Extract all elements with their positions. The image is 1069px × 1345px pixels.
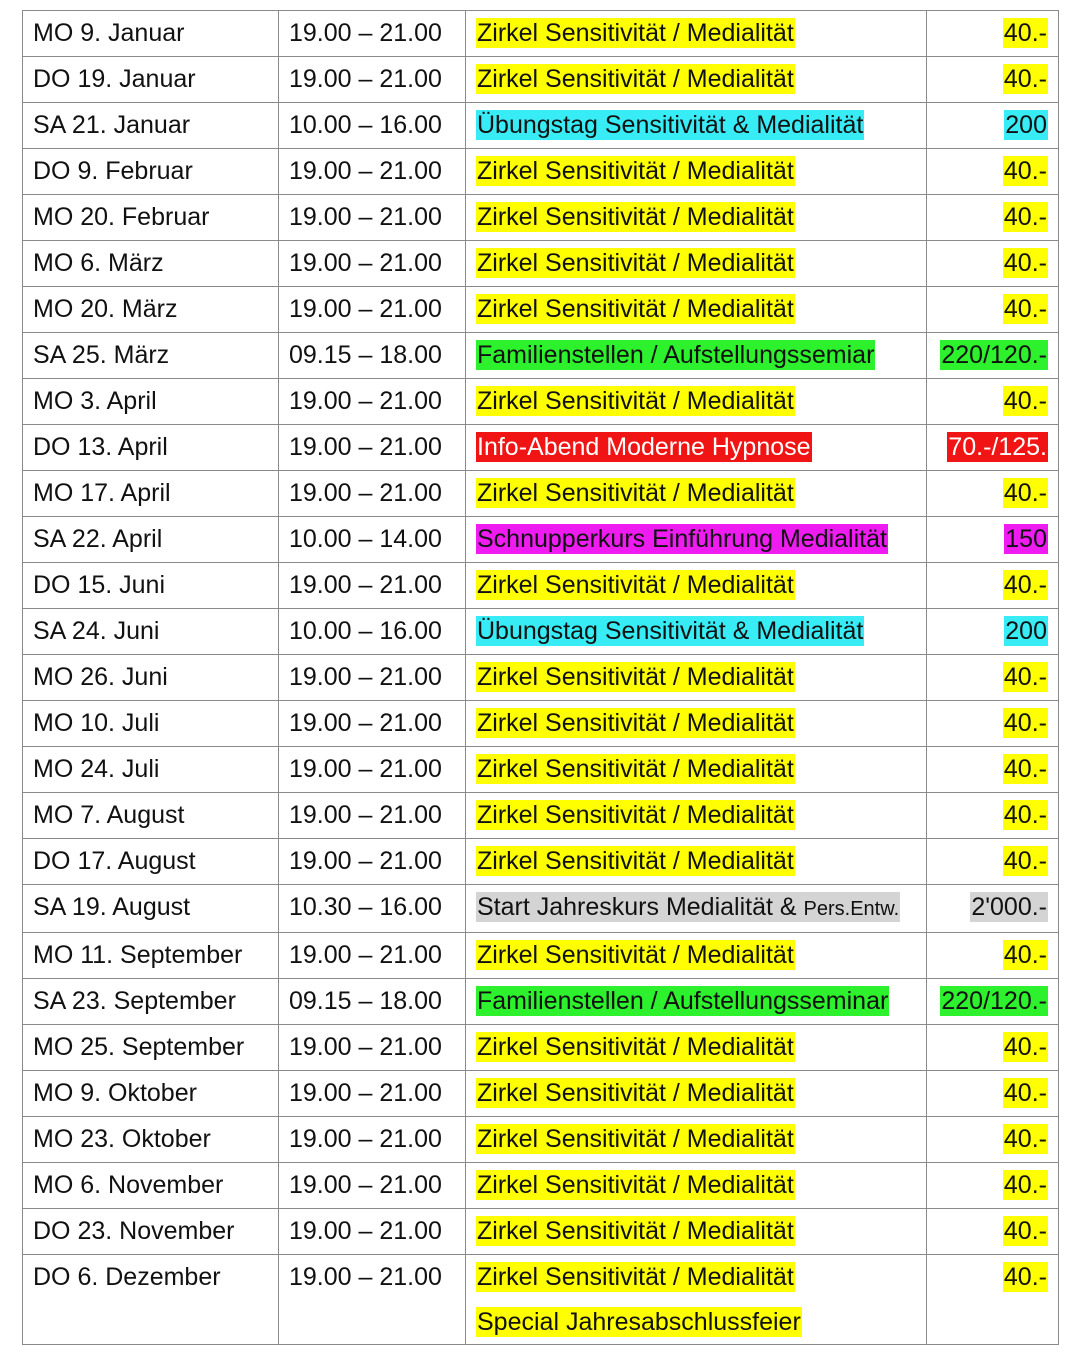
price-value: 40.- <box>1003 249 1047 277</box>
event-title-text: Zirkel Sensitivität / Medialität <box>477 801 794 829</box>
date-cell: MO 24. Juli <box>23 747 279 793</box>
time-cell: 19.00 – 21.00 <box>279 655 466 701</box>
table-row <box>23 839 1059 885</box>
event-title <box>476 846 795 876</box>
time-cell: 10.00 – 14.00 <box>279 517 466 563</box>
table-row <box>23 979 1059 1025</box>
table-row <box>23 425 1059 471</box>
time-cell: 19.00 – 21.00 <box>279 195 466 241</box>
price-value: 40.- <box>1003 157 1047 185</box>
event-cell <box>466 747 927 793</box>
date-cell: DO 9. Februar <box>23 149 279 195</box>
event-cell <box>466 57 927 103</box>
time-cell: 19.00 – 21.00 <box>279 933 466 979</box>
price-value: 40.- <box>1003 1125 1047 1153</box>
table-row <box>23 517 1059 563</box>
date-cell: MO 10. Juli <box>23 701 279 747</box>
date-cell: MO 11. September <box>23 933 279 979</box>
date-cell: MO 9. Januar <box>23 11 279 57</box>
price-cell <box>927 149 1059 195</box>
price-cell <box>927 11 1059 57</box>
table-row <box>23 885 1059 933</box>
event-title <box>476 986 889 1016</box>
event-title-text: Info-Abend Moderne Hypnose <box>477 433 811 461</box>
event-title-text: Zirkel Sensitivität / Medialität <box>477 387 794 415</box>
event-cell <box>466 885 927 933</box>
event-title-text: Zirkel Sensitivität / Medialität <box>477 941 794 969</box>
event-title <box>476 662 795 692</box>
date-cell: MO 20. Februar <box>23 195 279 241</box>
price-cell <box>927 563 1059 609</box>
event-title-text: Übungstag Sensitivität & Medialität <box>477 111 864 139</box>
date-cell: DO 17. August <box>23 839 279 885</box>
schedule-table <box>22 10 1059 1345</box>
date-cell: SA 24. Juni <box>23 609 279 655</box>
event-title-text: Zirkel Sensitivität / Medialität <box>477 1033 794 1061</box>
event-cell <box>466 149 927 195</box>
price-value: 40.- <box>1003 1171 1047 1199</box>
date-cell: MO 7. August <box>23 793 279 839</box>
price-cell <box>927 979 1059 1025</box>
event-title-text: Zirkel Sensitivität / Medialität <box>477 295 794 323</box>
date-cell: SA 21. Januar <box>23 103 279 149</box>
date-cell: MO 26. Juni <box>23 655 279 701</box>
table-row <box>23 701 1059 747</box>
time-cell: 10.30 – 16.00 <box>279 885 466 933</box>
price-value: 40.- <box>1003 387 1047 415</box>
table-row <box>23 793 1059 839</box>
date-cell: DO 6. Dezember <box>23 1255 279 1345</box>
price-value: 70.-/125. <box>948 433 1047 461</box>
price-cell <box>927 793 1059 839</box>
event-title-text: Zirkel Sensitivität / Medialität <box>477 1263 794 1291</box>
price-value: 220/120.- <box>941 341 1047 369</box>
date-cell: MO 6. März <box>23 241 279 287</box>
price-cell <box>927 1025 1059 1071</box>
event-title <box>476 570 795 600</box>
price-cell <box>927 517 1059 563</box>
event-cell <box>466 933 927 979</box>
event-cell <box>466 195 927 241</box>
time-cell: 19.00 – 21.00 <box>279 1163 466 1209</box>
table-row <box>23 1071 1059 1117</box>
event-title-text: Zirkel Sensitivität / Medialität <box>477 709 794 737</box>
event-title-text: Schnupperkurs Einführung Medialität <box>477 525 887 553</box>
price-cell <box>927 333 1059 379</box>
time-cell: 09.15 – 18.00 <box>279 333 466 379</box>
event-title-text: Zirkel Sensitivität / Medialität <box>477 157 794 185</box>
price-cell <box>927 287 1059 333</box>
event-title <box>476 1078 795 1108</box>
event-extra: Special Jahresabschlussfeier <box>477 1308 801 1336</box>
event-title-text: Zirkel Sensitivität / Medialität <box>477 1079 794 1107</box>
date-cell: DO 19. Januar <box>23 57 279 103</box>
time-cell: 19.00 – 21.00 <box>279 241 466 287</box>
event-cell <box>466 979 927 1025</box>
event-title <box>476 18 795 48</box>
date-cell: DO 15. Juni <box>23 563 279 609</box>
price-cell <box>927 241 1059 287</box>
time-cell: 19.00 – 21.00 <box>279 425 466 471</box>
time-cell: 19.00 – 21.00 <box>279 1025 466 1071</box>
event-title <box>476 892 900 922</box>
price-cell <box>927 839 1059 885</box>
price-value: 200 <box>1005 111 1047 139</box>
event-cell <box>466 103 927 149</box>
table-row <box>23 609 1059 655</box>
event-cell <box>466 1163 927 1209</box>
schedule-body <box>23 11 1059 1345</box>
table-row <box>23 1209 1059 1255</box>
time-cell: 19.00 – 21.00 <box>279 1209 466 1255</box>
price-cell <box>927 609 1059 655</box>
time-cell: 19.00 – 21.00 <box>279 793 466 839</box>
date-cell: MO 23. Oktober <box>23 1117 279 1163</box>
event-title <box>476 202 795 232</box>
event-title-text: Zirkel Sensitivität / Medialität <box>477 1171 794 1199</box>
event-cell <box>466 241 927 287</box>
price-value: 220/120.- <box>941 987 1047 1015</box>
event-title-text: Zirkel Sensitivität / Medialität <box>477 571 794 599</box>
event-title <box>476 478 795 508</box>
date-cell: SA 25. März <box>23 333 279 379</box>
event-cell <box>466 1071 927 1117</box>
date-cell: MO 17. April <box>23 471 279 517</box>
table-row <box>23 933 1059 979</box>
table-row <box>23 241 1059 287</box>
price-value: 40.- <box>1003 1263 1047 1291</box>
event-title-text: Übungstag Sensitivität & Medialität <box>477 617 864 645</box>
event-cell <box>466 517 927 563</box>
time-cell: 19.00 – 21.00 <box>279 747 466 793</box>
event-cell <box>466 1255 927 1345</box>
table-row <box>23 655 1059 701</box>
price-value: 40.- <box>1003 941 1047 969</box>
price-cell <box>927 1209 1059 1255</box>
price-cell <box>927 379 1059 425</box>
event-title <box>476 754 795 784</box>
table-row <box>23 1255 1059 1345</box>
time-cell: 19.00 – 21.00 <box>279 1117 466 1163</box>
price-value: 40.- <box>1003 65 1047 93</box>
event-title-text: Zirkel Sensitivität / Medialität <box>477 203 794 231</box>
event-title-suffix: Pers.Entw. <box>803 898 900 920</box>
price-value: 40.- <box>1003 19 1047 47</box>
table-row <box>23 333 1059 379</box>
event-title-text: Zirkel Sensitivität / Medialität <box>477 19 794 47</box>
event-title <box>476 524 888 554</box>
table-row <box>23 103 1059 149</box>
event-title <box>476 156 795 186</box>
time-cell: 19.00 – 21.00 <box>279 839 466 885</box>
event-cell <box>466 1209 927 1255</box>
price-value: 40.- <box>1003 1079 1047 1107</box>
event-title-text: Zirkel Sensitivität / Medialität <box>477 663 794 691</box>
event-title <box>476 1262 795 1292</box>
event-title-text: Familienstellen / Aufstellungssemiar <box>477 341 875 369</box>
time-cell: 19.00 – 21.00 <box>279 1255 466 1345</box>
date-cell: MO 6. November <box>23 1163 279 1209</box>
event-title <box>476 1170 795 1200</box>
table-row <box>23 149 1059 195</box>
price-cell <box>927 425 1059 471</box>
table-row <box>23 747 1059 793</box>
event-title-text: Familienstellen / Aufstellungsseminar <box>477 987 889 1015</box>
price-cell <box>927 1255 1059 1345</box>
event-cell <box>466 425 927 471</box>
price-cell <box>927 57 1059 103</box>
table-row <box>23 471 1059 517</box>
event-extra-line <box>476 1300 916 1344</box>
price-value: 40.- <box>1003 479 1047 507</box>
time-cell: 19.00 – 21.00 <box>279 11 466 57</box>
price-value: 40.- <box>1003 295 1047 323</box>
event-cell <box>466 1025 927 1071</box>
price-value: 40.- <box>1003 203 1047 231</box>
event-cell <box>466 563 927 609</box>
event-title <box>476 708 795 738</box>
event-cell <box>466 1117 927 1163</box>
price-value: 200 <box>1005 617 1047 645</box>
event-cell <box>466 655 927 701</box>
event-title-text: Start Jahreskurs Medialität & <box>477 893 797 921</box>
date-cell: MO 25. September <box>23 1025 279 1071</box>
time-cell: 19.00 – 21.00 <box>279 287 466 333</box>
price-cell <box>927 933 1059 979</box>
event-title-text: Zirkel Sensitivität / Medialität <box>477 1125 794 1153</box>
price-cell <box>927 103 1059 149</box>
event-title <box>476 294 795 324</box>
date-cell: MO 3. April <box>23 379 279 425</box>
event-title <box>476 340 875 370</box>
price-value: 40.- <box>1003 1217 1047 1245</box>
table-row <box>23 11 1059 57</box>
event-title-text: Zirkel Sensitivität / Medialität <box>477 755 794 783</box>
table-row <box>23 1117 1059 1163</box>
table-row <box>23 1163 1059 1209</box>
event-title-text: Zirkel Sensitivität / Medialität <box>477 847 794 875</box>
table-row <box>23 287 1059 333</box>
time-cell: 19.00 – 21.00 <box>279 57 466 103</box>
price-cell <box>927 195 1059 241</box>
event-title-text: Zirkel Sensitivität / Medialität <box>477 249 794 277</box>
event-title <box>476 616 864 646</box>
price-value: 40.- <box>1003 663 1047 691</box>
time-cell: 19.00 – 21.00 <box>279 563 466 609</box>
date-cell: MO 20. März <box>23 287 279 333</box>
price-cell <box>927 1117 1059 1163</box>
event-title <box>476 1216 795 1246</box>
table-row <box>23 57 1059 103</box>
event-title <box>476 1124 795 1154</box>
time-cell: 19.00 – 21.00 <box>279 471 466 517</box>
event-title <box>476 386 795 416</box>
price-value: 40.- <box>1003 709 1047 737</box>
event-title-text: Zirkel Sensitivität / Medialität <box>477 479 794 507</box>
event-cell <box>466 701 927 747</box>
event-cell <box>466 471 927 517</box>
price-value: 40.- <box>1003 847 1047 875</box>
event-title <box>476 800 795 830</box>
event-cell <box>466 11 927 57</box>
event-cell <box>466 379 927 425</box>
event-title <box>476 940 795 970</box>
time-cell: 19.00 – 21.00 <box>279 379 466 425</box>
event-title <box>476 248 795 278</box>
date-cell: DO 13. April <box>23 425 279 471</box>
time-cell: 09.15 – 18.00 <box>279 979 466 1025</box>
price-cell <box>927 655 1059 701</box>
event-title <box>476 1032 795 1062</box>
event-title-text: Zirkel Sensitivität / Medialität <box>477 1217 794 1245</box>
event-cell <box>466 839 927 885</box>
price-cell <box>927 701 1059 747</box>
price-cell <box>927 1071 1059 1117</box>
price-cell <box>927 885 1059 933</box>
event-cell <box>466 609 927 655</box>
event-cell <box>466 793 927 839</box>
price-cell <box>927 747 1059 793</box>
table-row <box>23 563 1059 609</box>
event-title <box>476 110 864 140</box>
event-title <box>476 432 812 462</box>
time-cell: 19.00 – 21.00 <box>279 149 466 195</box>
time-cell: 19.00 – 21.00 <box>279 1071 466 1117</box>
price-value: 40.- <box>1003 755 1047 783</box>
date-cell: SA 19. August <box>23 885 279 933</box>
table-row <box>23 195 1059 241</box>
event-cell <box>466 333 927 379</box>
date-cell: MO 9. Oktober <box>23 1071 279 1117</box>
price-value: 40.- <box>1003 801 1047 829</box>
date-cell: DO 23. November <box>23 1209 279 1255</box>
time-cell: 10.00 – 16.00 <box>279 609 466 655</box>
event-title <box>476 64 795 94</box>
event-title-text: Zirkel Sensitivität / Medialität <box>477 65 794 93</box>
price-value: 40.- <box>1003 1033 1047 1061</box>
time-cell: 10.00 – 16.00 <box>279 103 466 149</box>
date-cell: SA 23. September <box>23 979 279 1025</box>
price-value: 150 <box>1005 525 1047 553</box>
price-cell <box>927 471 1059 517</box>
table-row <box>23 1025 1059 1071</box>
price-cell <box>927 1163 1059 1209</box>
event-cell <box>466 287 927 333</box>
time-cell: 19.00 – 21.00 <box>279 701 466 747</box>
price-value: 2'000.- <box>971 893 1047 921</box>
price-value: 40.- <box>1003 571 1047 599</box>
table-row <box>23 379 1059 425</box>
date-cell: SA 22. April <box>23 517 279 563</box>
